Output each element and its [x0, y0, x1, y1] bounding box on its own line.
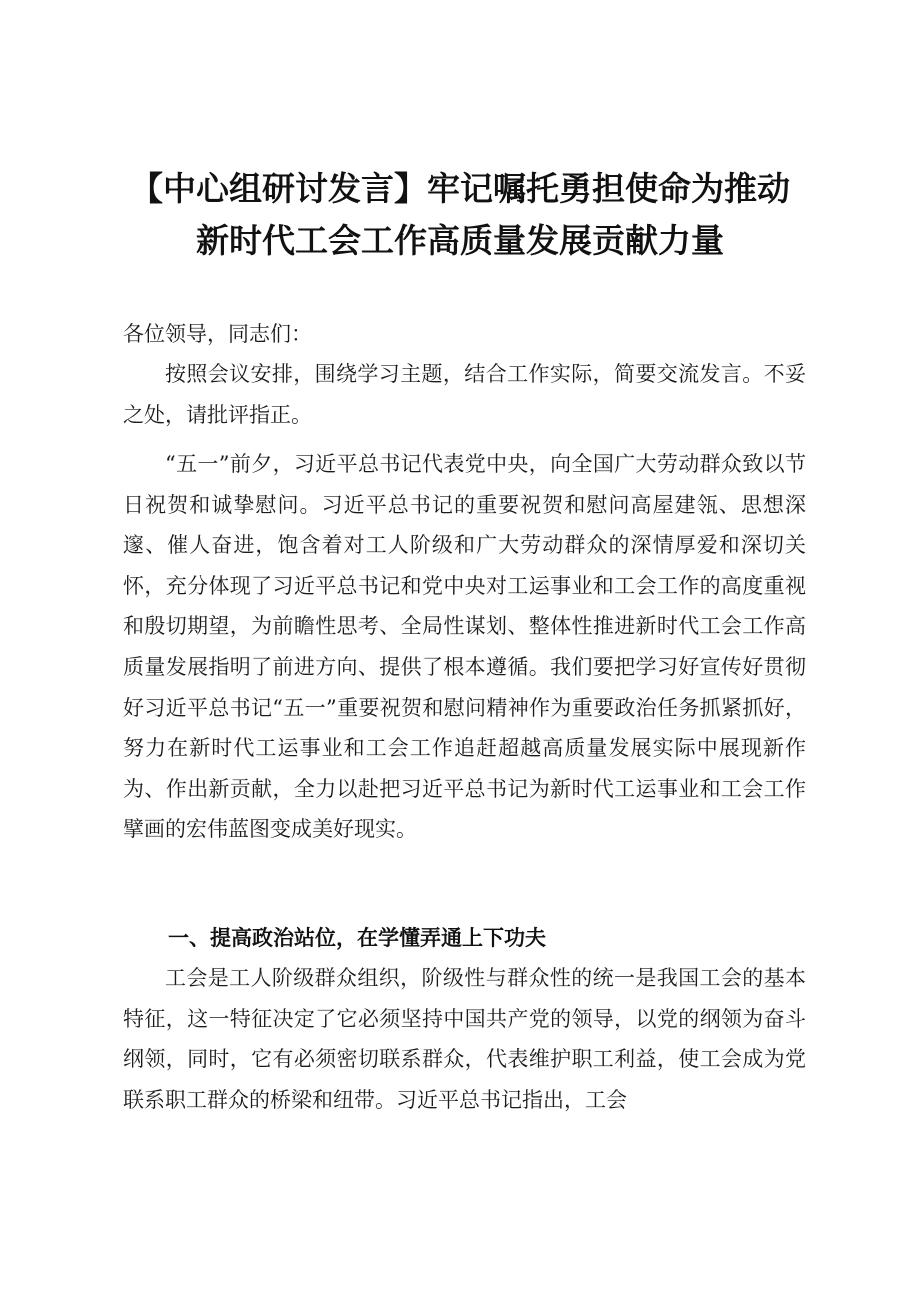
document-title-line-2: 新时代工会工作高质量发展贡献力量 — [196, 221, 724, 260]
paragraph-text: “五一”前夕，习近平总书记代表党中央，向全国广大劳动群众致以节日祝贺和诚挚慰问。习近平总书记的重要祝贺和慰问高屋建瓴、思想深邃、催人奋进，饱含着对工人阶级和广大劳动群众的深情厚爱和深切关怀，充分体现了习近平总书记和党中央对工运事业和工会工作的高度重视和殷切期望，为前瞻性思考、全局性谋划、整体性推进新时代工会工作高质量发展指明了前进方向、提供了根本遵循。我们要把学习好宣传好贯彻好习近平总书记“五一”重要祝贺和慰问精神作为重要政治任务抓紧抓好，努力在新时代工运事业和工会工作追赶超越高质量发展实际中展现新作为、作出新贡献，全力以赴把习近平总书记为新时代工运事业和工会工作擘画的宏伟蓝图变成美好现实。 — [123, 452, 806, 842]
section-heading: 一、提高政治站位，在学懂弄通上下功夫 — [168, 926, 546, 950]
paragraph-opening — [123, 354, 806, 435]
paragraph-text: 工会是工人阶级群众组织，阶级性与群众性的统一是我国工会的基本特征，这一特征决定了它必须坚持中国共产党的领导，以党的纲领为奋斗纲领，同时，它有必须密切联系群众，代表维护职工利益，使工会成为党联系职工群众的桥梁和纽带。习近平总书记指出，工会 — [123, 966, 806, 1112]
salutation: 各位领导，同志们： — [123, 322, 312, 346]
paragraph-section-1 — [123, 958, 806, 1120]
paragraph-main — [123, 444, 806, 850]
paragraph-text: 按照会议安排，围绕学习主题，结合工作实际，简要交流发言。不妥之处，请批评指正。 — [123, 362, 806, 427]
document-title-line-1: 【中心组研讨发言】牢记嘱托勇担使命为推动 — [130, 169, 790, 208]
